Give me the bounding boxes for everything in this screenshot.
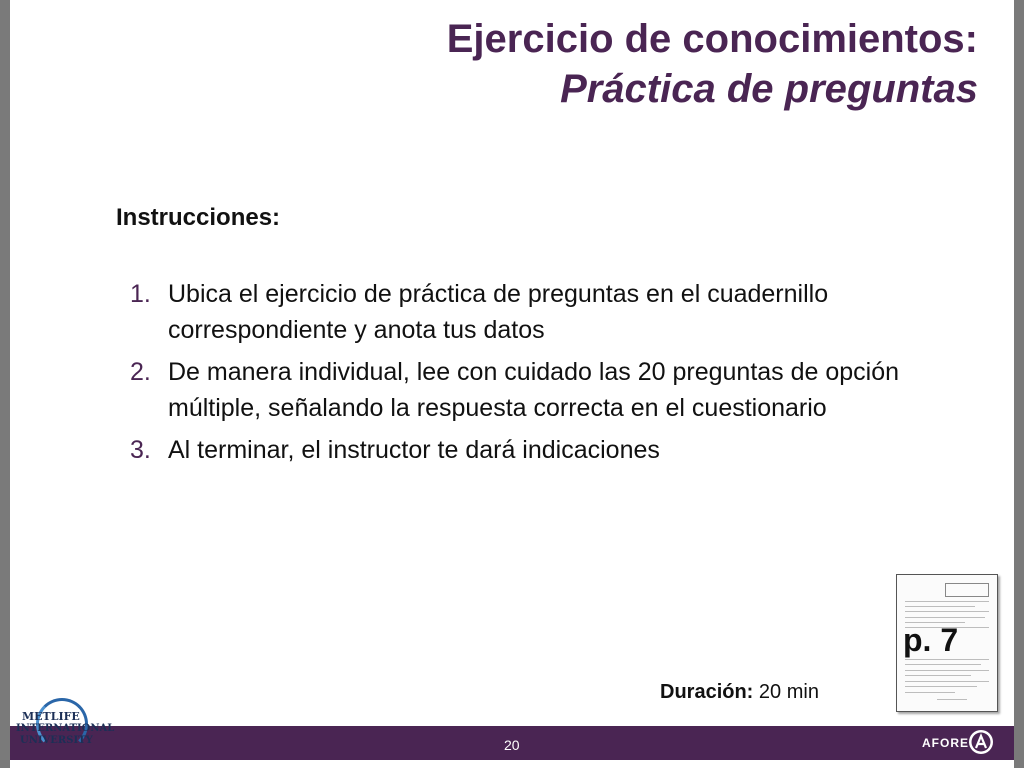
thumbnail-line <box>937 699 967 700</box>
thumbnail-line <box>905 670 989 671</box>
instruction-list <box>126 276 906 474</box>
thumbnail-line <box>905 675 971 676</box>
instructions-heading: Instrucciones: <box>116 204 281 231</box>
thumbnail-line <box>905 617 985 618</box>
page-number: 20 <box>504 737 520 753</box>
thumbnail-line <box>905 681 989 682</box>
page-reference: p. 7 <box>903 622 959 658</box>
thumbnail-header-box <box>945 583 989 597</box>
afore-logo-icon <box>968 729 994 755</box>
thumbnail-line <box>905 606 975 607</box>
slide <box>10 0 1014 768</box>
slide-title <box>447 14 978 114</box>
list-item <box>126 432 906 468</box>
step-number: 2. <box>130 358 151 386</box>
step-text: Ubica el ejercicio de práctica de preguntas en el cuadernillo correspondiente y anota tus datos <box>168 280 829 344</box>
list-item <box>126 276 906 348</box>
logo-text-line-1: METLIFE <box>22 710 80 723</box>
step-number: 3. <box>130 436 151 464</box>
list-item <box>126 354 906 426</box>
thumbnail-line <box>905 659 989 660</box>
metlife-international-university-logo <box>12 694 115 758</box>
thumbnail-line <box>905 601 989 602</box>
thumbnail-line <box>905 611 989 612</box>
footer-bar <box>10 726 1014 760</box>
logo-text-line-2: INTERNATIONAL <box>16 723 115 734</box>
step-number: 1. <box>130 280 151 308</box>
step-text: De manera individual, lee con cuidado las 20 preguntas de opción múltiple, señalando la respuesta correcta en el cuestionario <box>168 358 900 422</box>
duration-value: 20 min <box>758 681 819 703</box>
duration <box>660 681 819 704</box>
thumbnail-line <box>905 692 955 693</box>
title-line-1: Ejercicio de conocimientos: <box>446 17 978 61</box>
logo-text-line-3: UNIVERSITY <box>20 735 93 746</box>
afore-brand-text: AFORE <box>922 736 969 750</box>
duration-label: Duración: <box>660 681 754 703</box>
step-text: Al terminar, el instructor te dará indicaciones <box>168 436 660 464</box>
title-line-2: Práctica de preguntas <box>560 67 978 111</box>
thumbnail-line <box>905 664 981 665</box>
thumbnail-line <box>905 686 977 687</box>
